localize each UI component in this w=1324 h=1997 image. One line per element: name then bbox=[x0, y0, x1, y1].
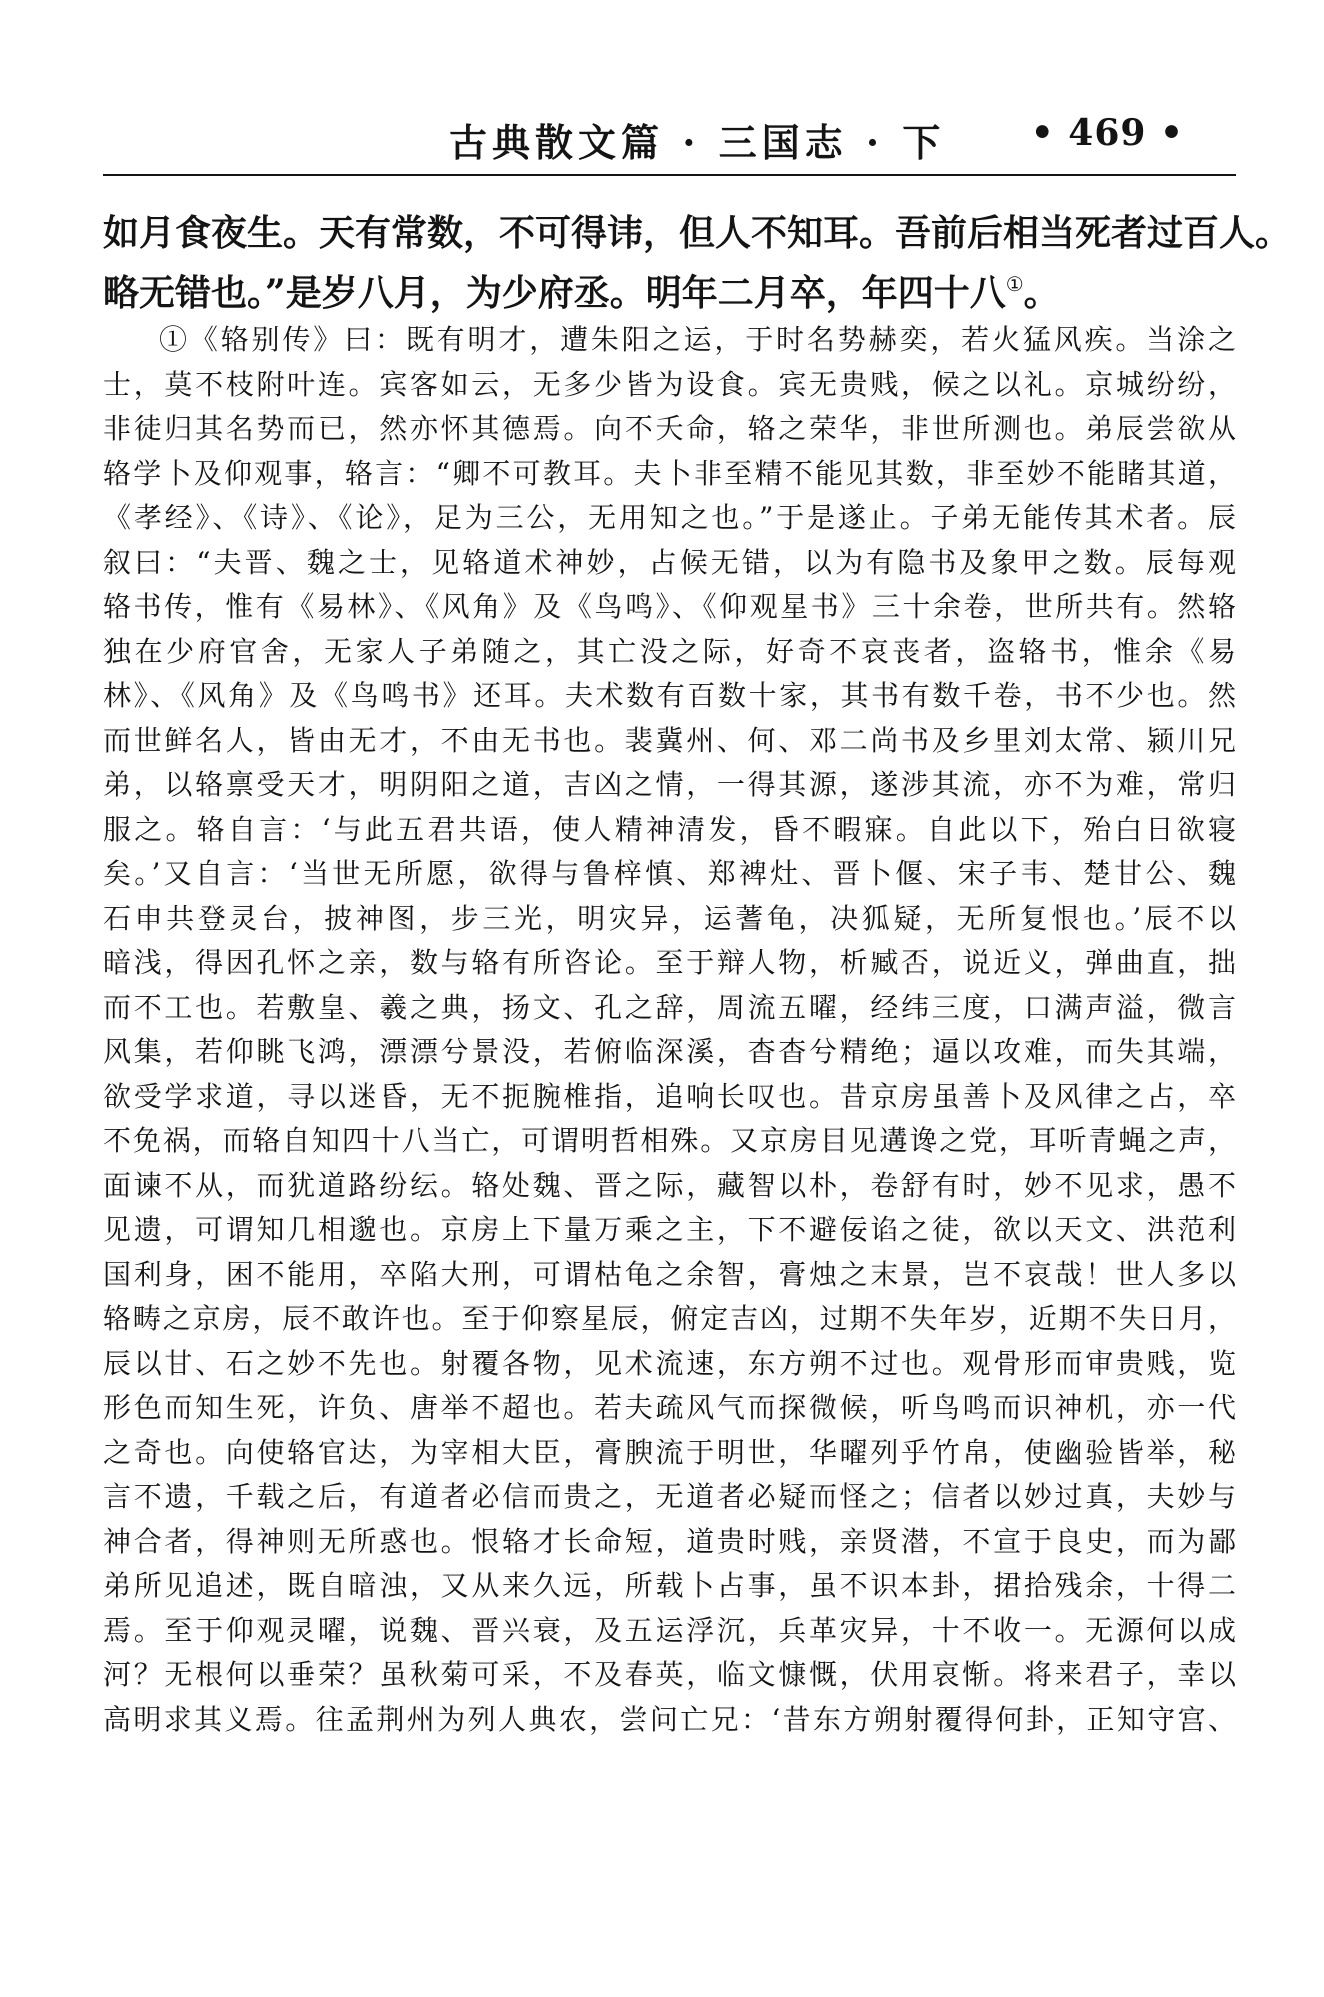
footnote-line: 见遗，可谓知几相邈也。京房上下量万乘之主，下不避佞谄之徒，欲以天文、洪范利 bbox=[103, 1213, 1236, 1246]
footnote-line: 焉。至于仰观灵曜，说魏、晋兴衰，及五运浮沉，兵革灾异，十不收一。无源何以成 bbox=[103, 1613, 1236, 1647]
footnote-line: 暗浅，得因孔怀之亲，数与辂有所咨论。至于辩人物，析臧否，说近义，弹曲直，拙 bbox=[103, 946, 1236, 979]
footnote-line: 面谏不从，而犹道路纷纭。辂处魏、晋之际，藏智以朴，卷舒有时，妙不见求，愚不 bbox=[103, 1168, 1236, 1202]
footnote-block bbox=[103, 318, 1236, 1742]
running-header bbox=[103, 104, 1236, 176]
footnote-line: 叙曰：“夫晋、魏之士，见辂道术神妙，占候无错，以为有隐书及象甲之数。辰每观 bbox=[103, 545, 1236, 579]
footnote-line: 辂书传，惟有《易林》、《风角》及《鸟鸣》、《仰观星书》三十余卷，世所共有。然辂 bbox=[103, 590, 1236, 623]
main-text-line bbox=[103, 259, 1236, 319]
footnote-line: 独在少府官舍，无家人子弟随之，其亡没之际，好奇不哀丧者，盗辂书，惟余《易 bbox=[103, 634, 1236, 668]
footnote-line: 非徒归其名势而已，然亦怀其德焉。向不夭命，辂之荣华，非世所测也。弟辰尝欲从 bbox=[103, 412, 1236, 445]
footnote-line: 之奇也。向使辂官达，为宰相大臣，膏腴流于明世，华曜列乎竹帛，使幽验皆举，秘 bbox=[103, 1435, 1236, 1469]
footnote-line: 河？无根何以垂荣？虽秋菊可采，不及春英，临文慷慨，伏用哀惭。将来君子，幸以 bbox=[103, 1658, 1236, 1691]
footnote-line: 辂畴之京房，辰不敢许也。至于仰察星辰，俯定吉凶，过期不失年岁，近期不失日月， bbox=[103, 1302, 1236, 1335]
footnote-line: 士，莫不枝附叶连。宾客如云，无多少皆为设食。宾无贵贱，候之以礼。京城纷纷， bbox=[103, 367, 1236, 401]
footnote-line: 风集，若仰眺飞鸿，漂漂兮景没，若俯临深溪，杳杳兮精绝；逼以攻难，而失其端， bbox=[103, 1035, 1236, 1068]
footnote-line: 矣。’又自言：‘当世无所愿，欲得与鲁梓慎、郑裨灶、晋卜偃、宋子韦、楚甘公、魏 bbox=[103, 857, 1236, 890]
footnote-line: 弟所见追述，既自暗浊，又从来久远，所载卜占事，虽不识本卦，捃拾残余，十得二 bbox=[103, 1569, 1236, 1602]
main-text-line-body: 略无错也。”是岁八月，为少府丞。明年二月卒，年四十八 bbox=[103, 272, 1006, 314]
footnote-line: ①《辂别传》曰：既有明才，遭朱阳之运，于时名势赫奕，若火猛风疾。当涂之 bbox=[159, 323, 1236, 356]
footnote-line: 《孝经》、《诗》、《论》，足为三公，无用知之也。”于是遂止。子弟无能传其术者。辰 bbox=[103, 501, 1236, 534]
footnote-line: 而世鲜名人，皆由无才，不由无书也。裴冀州、何、邓二尚书及乡里刘太常、颍川兄 bbox=[103, 723, 1236, 757]
footnote-line: 石申共登灵台，披神图，步三光，明灾异，运蓍龟，决狐疑，无所复恨也。’辰不以 bbox=[103, 901, 1236, 935]
footnote-line: 服之。辂自言：‘与此五君共语，使人精神清发，昏不暇寐。自此以下，殆白日欲寝 bbox=[103, 812, 1236, 846]
footnote-line: 国利身，困不能用，卒陷大刑，可谓枯龟之余智，膏烛之末景，岂不哀哉！世人多以 bbox=[103, 1257, 1236, 1291]
footnote-line: 弟，以辂禀受天才，明阴阳之道，吉凶之情，一得其源，遂涉其流，亦不为难，常归 bbox=[103, 768, 1236, 801]
footnote-line: 不免祸，而辂自知四十八当亡，可谓明哲相殊。又京房目见遘谗之党，耳听青蝇之声， bbox=[103, 1124, 1236, 1157]
footnote-line: 高明求其义焉。往孟荆州为列人典农，尝问亡兄：‘昔东方朔射覆得何卦，正知守宫、 bbox=[103, 1702, 1236, 1736]
footnote-line: 而不工也。若敷皇、羲之典，扬文、孔之辞，周流五曜，经纬三度，口满声溢，微言 bbox=[103, 990, 1236, 1024]
running-title: 古典散文篇 · 三国志 · 下 bbox=[449, 120, 946, 165]
footnote-line: 神合者，得神则无所惑也。恨辂才长命短，道贵时贱，亲贤潜，不宣于良史，而为鄙 bbox=[103, 1524, 1236, 1558]
page-number: • 469 • bbox=[1030, 112, 1184, 154]
footnote-line: 形色而知生死，许负、唐举不超也。若夫疏风气而探微候，听鸟鸣而识神机，亦一代 bbox=[103, 1391, 1236, 1424]
main-text-line: 如月食夜生。天有常数，不可得讳，但人不知耳。吾前后相当死者过百人。 bbox=[103, 212, 1292, 254]
footnote-reference[interactable]: ① bbox=[1005, 272, 1024, 296]
footnote-line: 辂学卜及仰观事，辂言：“卿不可教耳。夫卜非至精不能见其数，非至妙不能睹其道， bbox=[103, 456, 1236, 490]
main-text bbox=[103, 208, 1292, 319]
footnote-line: 辰以甘、石之妙不先也。射覆各物，见术流速，东方朔不过也。观骨形而审贵贱，览 bbox=[103, 1346, 1236, 1380]
footnote-line: 欲受学求道，寻以迷昏，无不扼腕椎指，追响长叹也。昔京房虽善卜及风律之占，卒 bbox=[103, 1079, 1236, 1113]
footnote-line: 言不遗，千载之后，有道者必信而贵之，无道者必疑而怪之；信者以妙过真，夫妙与 bbox=[103, 1480, 1236, 1513]
footnote-line: 林》、《风角》及《鸟鸣书》还耳。夫术数有百数十家，其书有数千卷，书不少也。然 bbox=[103, 679, 1236, 712]
main-text-line-end: 。 bbox=[1023, 272, 1060, 314]
